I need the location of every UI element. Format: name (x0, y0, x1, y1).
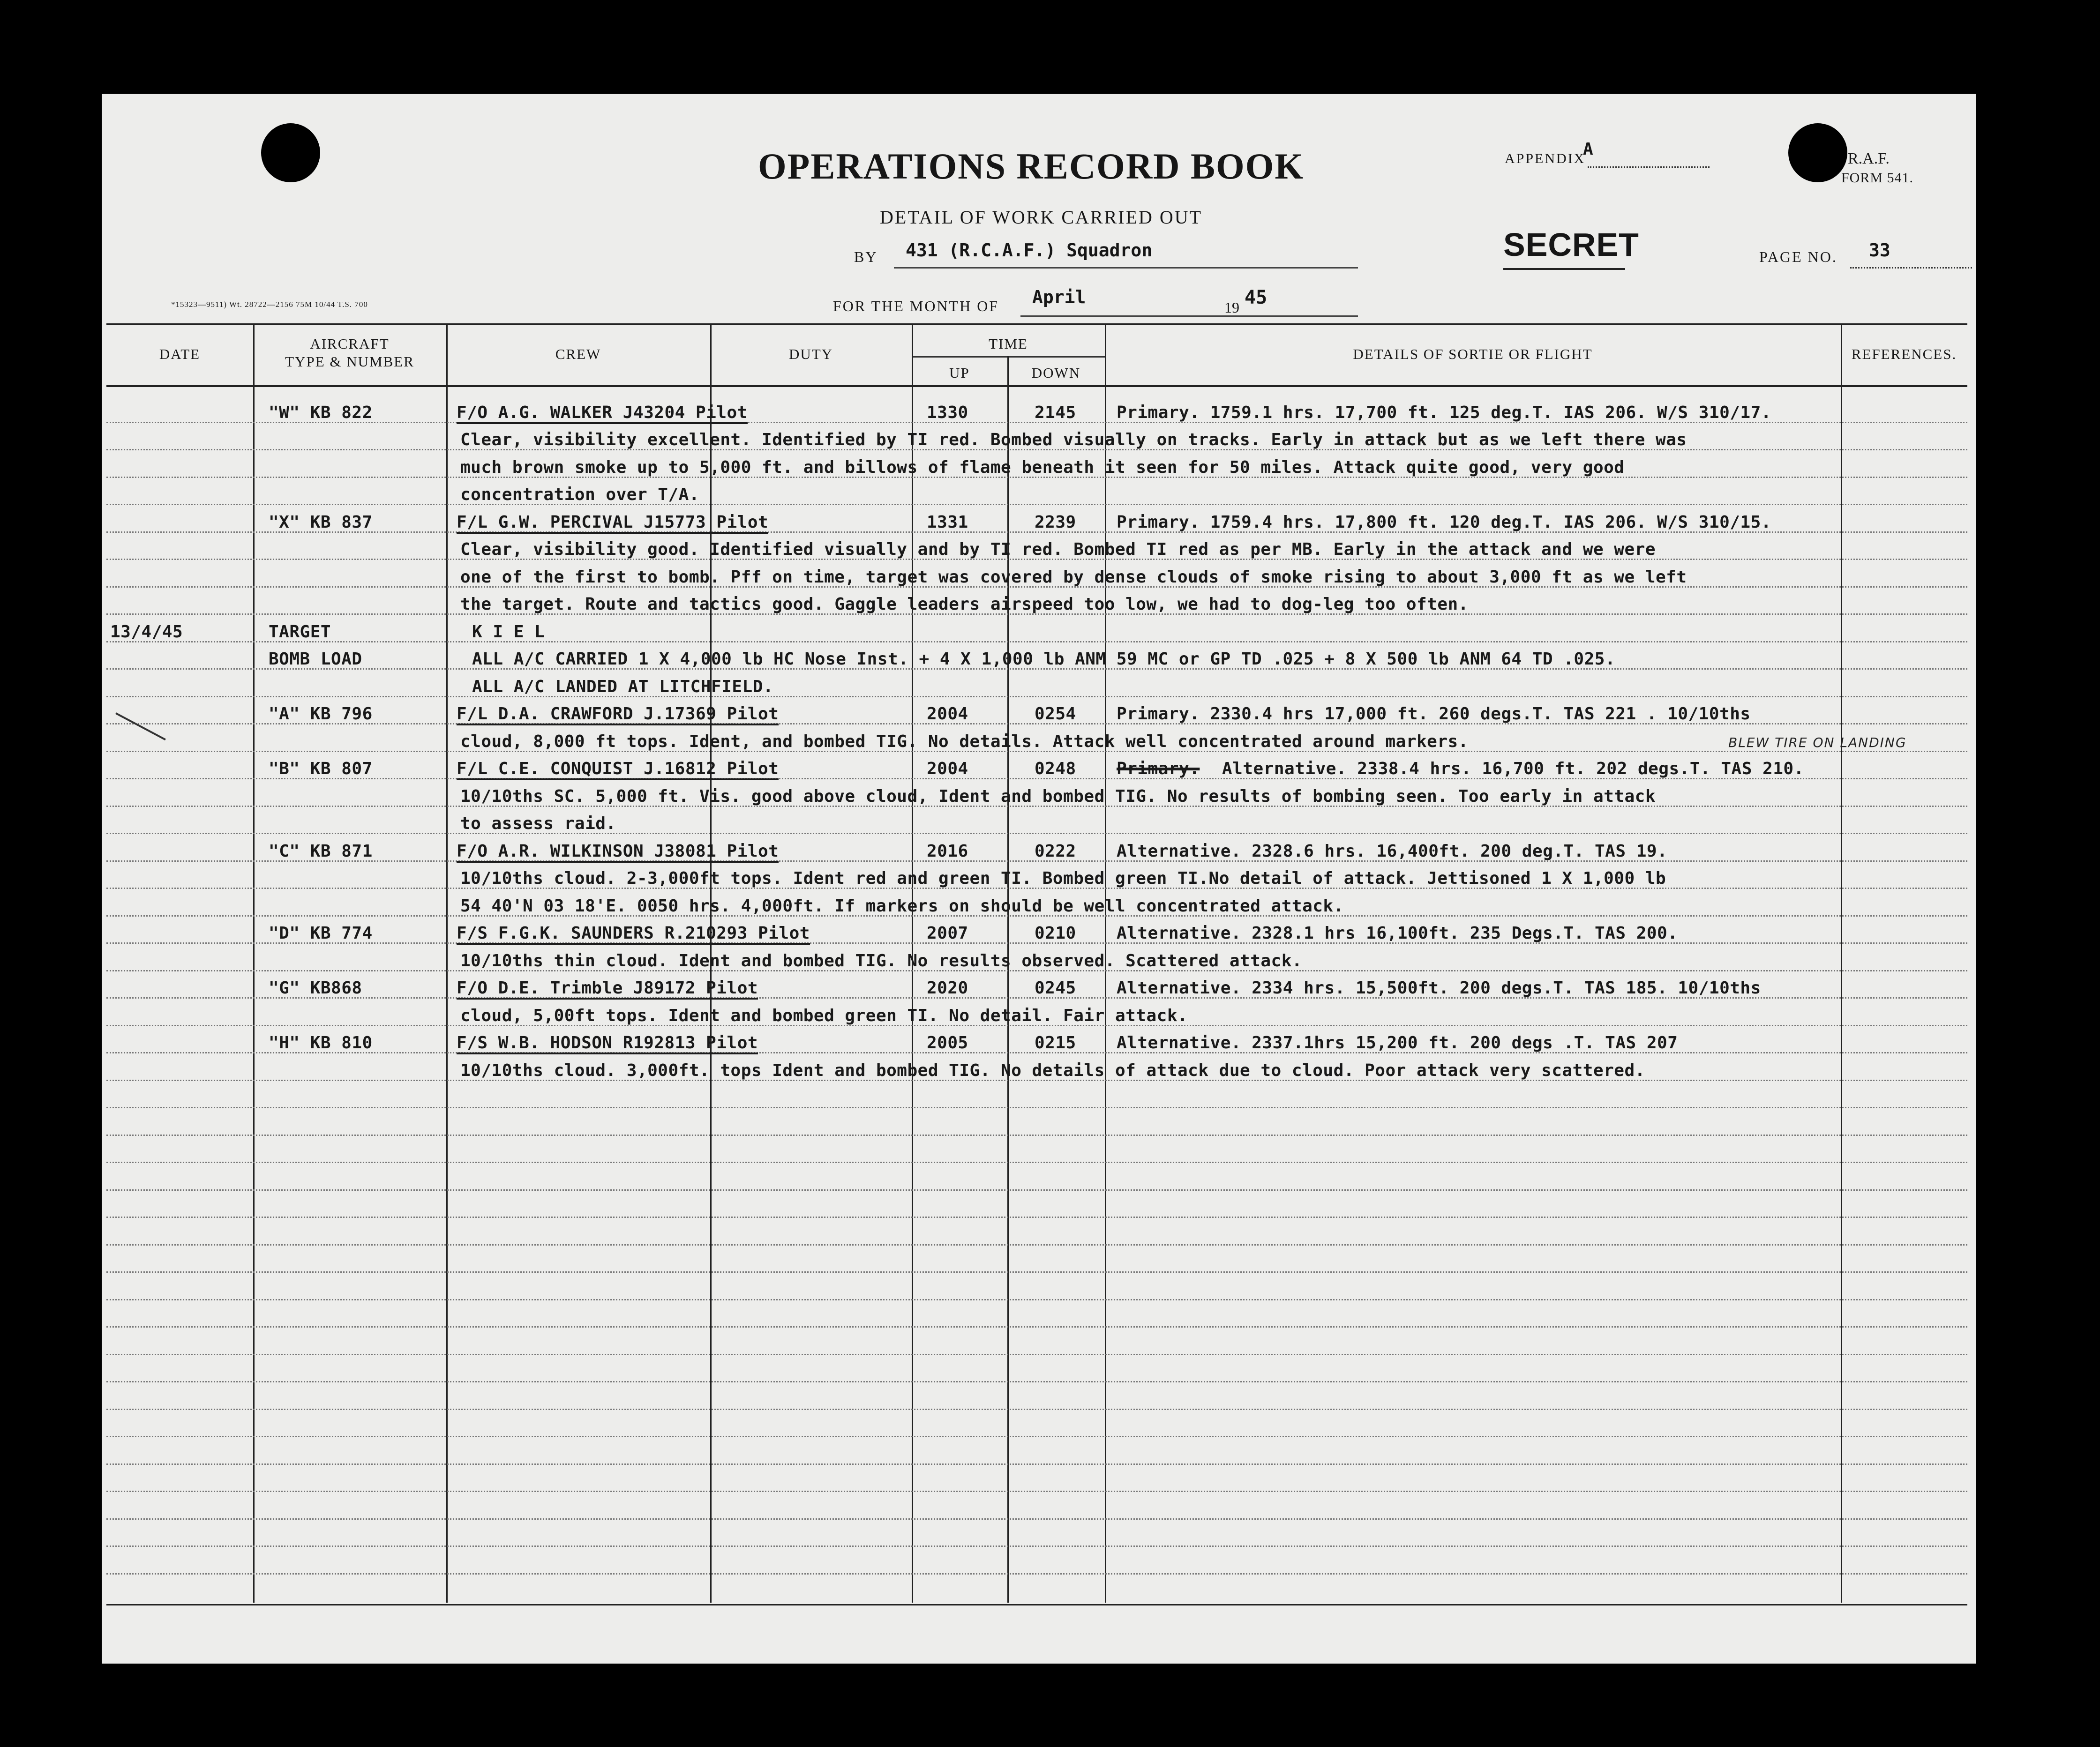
aircraft-h: "H" KB 810 (269, 1033, 373, 1053)
col-header-aircraft-line1: AIRCRAFT (310, 336, 390, 352)
appendix-label: APPENDIX (1505, 151, 1586, 166)
col-rule-aircraft (446, 323, 448, 1603)
year-value: 45 (1245, 287, 1268, 308)
col-header-down: DOWN (1031, 365, 1081, 381)
col-header-details: DETAILS OF SORTIE OR FLIGHT (1353, 346, 1593, 362)
col-header-date: DATE (159, 346, 201, 362)
ruled-line (106, 504, 1967, 505)
ruled-line (106, 1162, 1967, 1163)
col-rule-date (253, 323, 255, 1603)
crew-w: F/O A.G. WALKER J43204 Pilot (457, 403, 748, 424)
year-prefix: 19 (1224, 299, 1239, 316)
secret-underline (1503, 268, 1625, 270)
appendix-value: A (1583, 140, 1593, 159)
details-x-line4: the target. Route and tactics good. Gaggle leaders airspeed too low, we had to dog-leg too often. (460, 595, 1469, 614)
form-number-line1: R.A.F. (1848, 150, 1890, 167)
ruled-line (106, 1491, 1967, 1492)
secret-stamp: SECRET (1503, 226, 1639, 263)
ruled-line (106, 1381, 1967, 1382)
time-up-x: 1331 (927, 513, 968, 532)
squadron-underline (894, 267, 1358, 269)
details-w-line2: Clear, visibility excellent. Identified by TI red. Bombed visually on tracks. Early in attack but as we left there was (460, 430, 1687, 449)
details-b-line2: 10/10ths SC. 5,000 ft. Vis. good above cloud, Ident and bombed TIG. No results of bombing seen. Too early in attack (460, 787, 1656, 806)
time-up-b: 2004 (927, 759, 968, 778)
details-a-line2: cloud, 8,000 ft tops. Ident, and bombed TIG. No details. Attack well concentrated around markers. (460, 732, 1469, 751)
time-up-a: 2004 (927, 704, 968, 724)
details-c-line1: Alternative. 2328.6 hrs. 16,400ft. 200 deg.T. TAS 19. (1117, 842, 1668, 861)
landed-note: ALL A/C LANDED AT LITCHFIELD. (472, 677, 774, 696)
col-rule-details (1841, 323, 1842, 1603)
bombload-label: BOMB LOAD (269, 650, 362, 669)
aircraft-c: "C" KB 871 (269, 842, 373, 861)
ruled-line (106, 833, 1967, 834)
page-title: OPERATIONS RECORD BOOK (758, 146, 1305, 187)
aircraft-w: "W" KB 822 (269, 403, 373, 422)
print-code: *15323—9511) Wt. 28722—2156 75M 10/44 T.S. 700 (171, 300, 368, 309)
details-d-line1: Alternative. 2328.1 hrs 16,100ft. 235 Degs.T. TAS 200. (1117, 924, 1678, 943)
ruled-line (106, 1107, 1967, 1108)
details-c-line3: 54 40'N 03 18'E. 0050 hrs. 4,000ft. If markers on should be well concentrated attack. (460, 896, 1344, 916)
details-g-line2: cloud, 5,00ft tops. Ident and bombed green TI. No detail. Fair attack. (460, 1006, 1188, 1025)
handwritten-note-a: BLEW TIRE ON LANDING (1728, 735, 1907, 750)
ruled-line (106, 641, 1967, 642)
ruled-line (106, 1244, 1967, 1246)
ruled-line (106, 1217, 1967, 1218)
time-up-d: 2007 (927, 924, 968, 943)
ruled-line (106, 1299, 1967, 1300)
time-down-c: 0222 (1035, 842, 1076, 861)
page-subtitle: DETAIL OF WORK CARRIED OUT (880, 207, 1203, 228)
details-h-line2: 10/10ths cloud. 3,000ft. tops Ident and bombed TIG. No details of attack due to cloud. Poor attack very scattered. (460, 1061, 1645, 1080)
crew-c: F/O A.R. WILKINSON J38081 Pilot (457, 842, 779, 863)
form-number-line2: FORM 541. (1841, 170, 1914, 186)
time-down-h: 0215 (1035, 1033, 1076, 1053)
page-number-label: PAGE NO. (1759, 248, 1838, 265)
target-value: K I E L (472, 622, 545, 642)
bombload-value: ALL A/C CARRIED 1 X 4,000 lb HC Nose Inst. + 4 X 1,000 lb ANM 59 MC or GP TD .025 + 8 X 500 lb ANM 64 TD .025. (472, 650, 1616, 669)
crew-g: F/O D.E. Trimble J89172 Pilot (457, 978, 758, 1000)
col-header-aircraft-line2: TYPE & NUMBER (285, 353, 414, 370)
col-header-crew: CREW (555, 346, 601, 362)
aircraft-d: "D" KB 774 (269, 924, 373, 943)
aircraft-b: "B" KB 807 (269, 759, 373, 778)
ruled-line (106, 1135, 1967, 1136)
details-g-line1: Alternative. 2334 hrs. 15,500ft. 200 degs.T. TAS 185. 10/10ths (1117, 978, 1761, 998)
page-number-underline (1850, 267, 1972, 269)
ruled-line (106, 1271, 1967, 1273)
crew-x: F/L G.W. PERCIVAL J15773 Pilot (457, 513, 768, 534)
details-b-line1: Alternative. 2338.4 hrs. 16,700 ft. 202 degs.T. TAS 210. (1222, 759, 1804, 778)
ruled-line (106, 1518, 1967, 1520)
punch-hole-right (1788, 123, 1847, 182)
aircraft-a: "A" KB 796 (269, 704, 373, 724)
by-label: BY (854, 248, 878, 265)
details-h-line1: Alternative. 2337.1hrs 15,200 ft. 200 degs .T. TAS 207 (1117, 1033, 1678, 1053)
time-up-h: 2005 (927, 1033, 968, 1053)
crew-d: F/S F.G.K. SAUNDERS R.210293 Pilot (457, 924, 810, 945)
aircraft-g: "G" KB868 (269, 978, 362, 998)
crew-h: F/S W.B. HODSON R192813 Pilot (457, 1033, 758, 1054)
col-header-duty: DUTY (788, 346, 833, 362)
time-down-a: 0254 (1035, 704, 1076, 724)
ruled-line (106, 1354, 1967, 1355)
details-w-line3: much brown smoke up to 5,000 ft. and billows of flame beneath it seen for 50 miles. Attack quite good, very good (460, 458, 1625, 477)
month-label: FOR THE MONTH OF (833, 298, 999, 314)
time-up-g: 2020 (927, 978, 968, 998)
details-c-line2: 10/10ths cloud. 2-3,000ft tops. Ident red and green TI. Bombed green TI.No detail of attack. Jettisoned 1 X 1,000 lb (460, 869, 1666, 888)
month-value: April (1032, 287, 1086, 307)
crew-a: F/L D.A. CRAWFORD J.17369 Pilot (457, 704, 779, 725)
details-x-line2: Clear, visibility good. Identified visually and by TI red. Bombed TI red as per MB. Early in the attack and we were (460, 540, 1656, 559)
details-x-line3: one of the first to bomb. Pff on time, target was covered by dense clouds of smoke rising to about 3,000 ft as we left (460, 567, 1687, 587)
col-header-up: UP (949, 365, 970, 381)
ruled-line (106, 1463, 1967, 1465)
appendix-underline (1588, 166, 1710, 168)
time-down-w: 2145 (1035, 403, 1076, 422)
details-x-line1: Primary. 1759.4 hrs. 17,800 ft. 120 deg.T. IAS 206. W/S 310/15. (1117, 513, 1771, 532)
page-number-value: 33 (1869, 240, 1890, 261)
details-w-line1: Primary. 1759.1 hrs. 17,700 ft. 125 deg.T. IAS 206. W/S 310/17. (1117, 403, 1771, 422)
ruled-line (106, 1545, 1967, 1547)
target-label: TARGET (269, 622, 331, 642)
ruled-line (106, 1409, 1967, 1410)
month-underline (1020, 315, 1358, 317)
ruled-line (106, 1189, 1967, 1191)
crew-b: F/L C.E. CONQUIST J.16812 Pilot (457, 759, 779, 780)
time-up-c: 2016 (927, 842, 968, 861)
header-bottom-rule (106, 385, 1967, 387)
record-sheet (102, 94, 1976, 1664)
details-a-line1: Primary. 2330.4 hrs 17,000 ft. 260 degs.T. TAS 221 . 10/10ths (1117, 704, 1751, 724)
aircraft-x: "X" KB 837 (269, 513, 373, 532)
ruled-line (106, 1326, 1967, 1328)
col-header-references: REFERENCES. (1851, 346, 1957, 362)
col-header-time: TIME (989, 336, 1028, 352)
ruled-line (106, 696, 1967, 697)
details-d-line2: 10/10ths thin cloud. Ident and bombed TIG. No results observed. Scattered attack. (460, 951, 1303, 971)
time-down-b: 0248 (1035, 759, 1076, 778)
details-b-struck: Primary. (1117, 759, 1200, 778)
time-down-d: 0210 (1035, 924, 1076, 943)
ruled-line (106, 1573, 1967, 1575)
details-w-line4: concentration over T/A. (460, 485, 699, 504)
ruled-line (106, 1436, 1967, 1437)
punch-hole-left (261, 123, 320, 182)
kiel-date: 13/4/45 (110, 622, 183, 642)
time-up-w: 1330 (927, 403, 968, 422)
time-down-x: 2239 (1035, 513, 1076, 532)
time-down-g: 0245 (1035, 978, 1076, 998)
squadron-value: 431 (R.C.A.F.) Squadron (906, 240, 1153, 261)
details-b-line3: to assess raid. (460, 814, 616, 833)
